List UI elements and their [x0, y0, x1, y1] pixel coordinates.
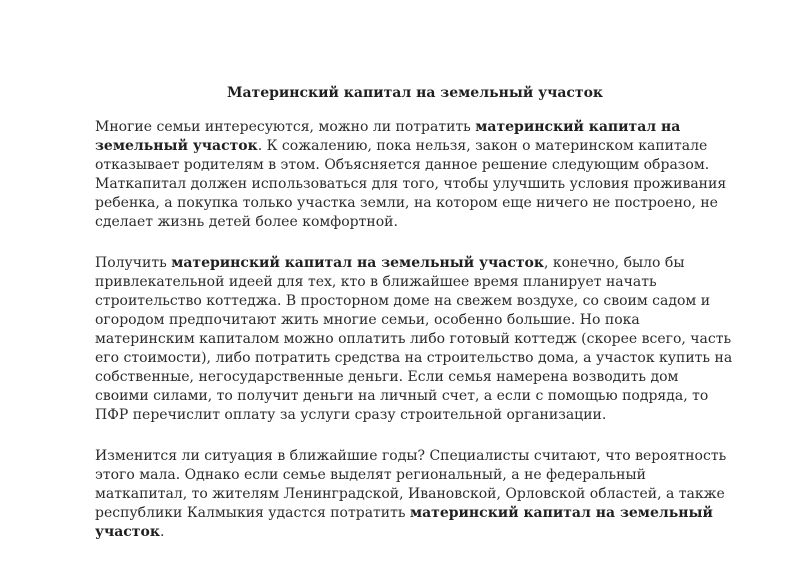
paragraph-3 — [95, 447, 735, 542]
document-body — [95, 82, 735, 564]
paragraph-2-keyword: материнский капитал на земельный участок — [171, 255, 544, 271]
paragraph-3-text-b: . — [159, 524, 165, 540]
paragraph-2 — [95, 254, 735, 425]
paragraph-1-text-a: Многие семьи интересуются, можно ли потратить — [95, 119, 476, 135]
paragraph-2-text-b: , конечно, было бы привлекательной идеей для тех, кто в ближайшее время планирует начать строительство коттеджа. В просторном доме на свежем воздухе, со своим садом и огородом предпочитают жить многие семьи, особенно большие. Но пока материнским капиталом можно оплатить либо готовый коттедж (скорее всего, часть его стоимости), либо потратить средства на строительство дома, а участок купить на собственные, негосударственные деньги. Если семья намерена возводить дом своими силами, то получит деньги на личный счет, а если с помощью подряда, то ПФР перечислит оплату за услуги сразу строительной организации. — [95, 255, 733, 423]
paragraph-2-text-a: Получить — [95, 255, 172, 271]
paragraph-1-text-b: . К сожалению, пока нельзя, закон о материнском капитале отказывает родителям в этом. Объясняется данное решение следующим образом. Маткапитал должен использоваться для того, чтобы улучшить условия проживания ребенка, а покупка только участка земли, на котором еще ничего не построено, не сделает жизнь детей более комфортной. — [95, 138, 727, 230]
document-title: Материнский капитал на земельный участок — [226, 85, 604, 101]
paragraph-3-text-a: Изменится ли ситуация в ближайшие годы? Специалисты считают, что вероятность этого мала. Однако если семье выделят региональный, а не федеральный маткапитал, то жителям Ленинградской, Ивановской, Орловской областей, а также республики Калмыкия удастся потратить — [95, 448, 727, 521]
paragraph-1 — [95, 118, 735, 232]
paragraph-3-keyword: материнский капитал на земельный участок — [95, 505, 713, 540]
paragraph-1-keyword: материнский капитал на земельный участок — [95, 119, 681, 154]
